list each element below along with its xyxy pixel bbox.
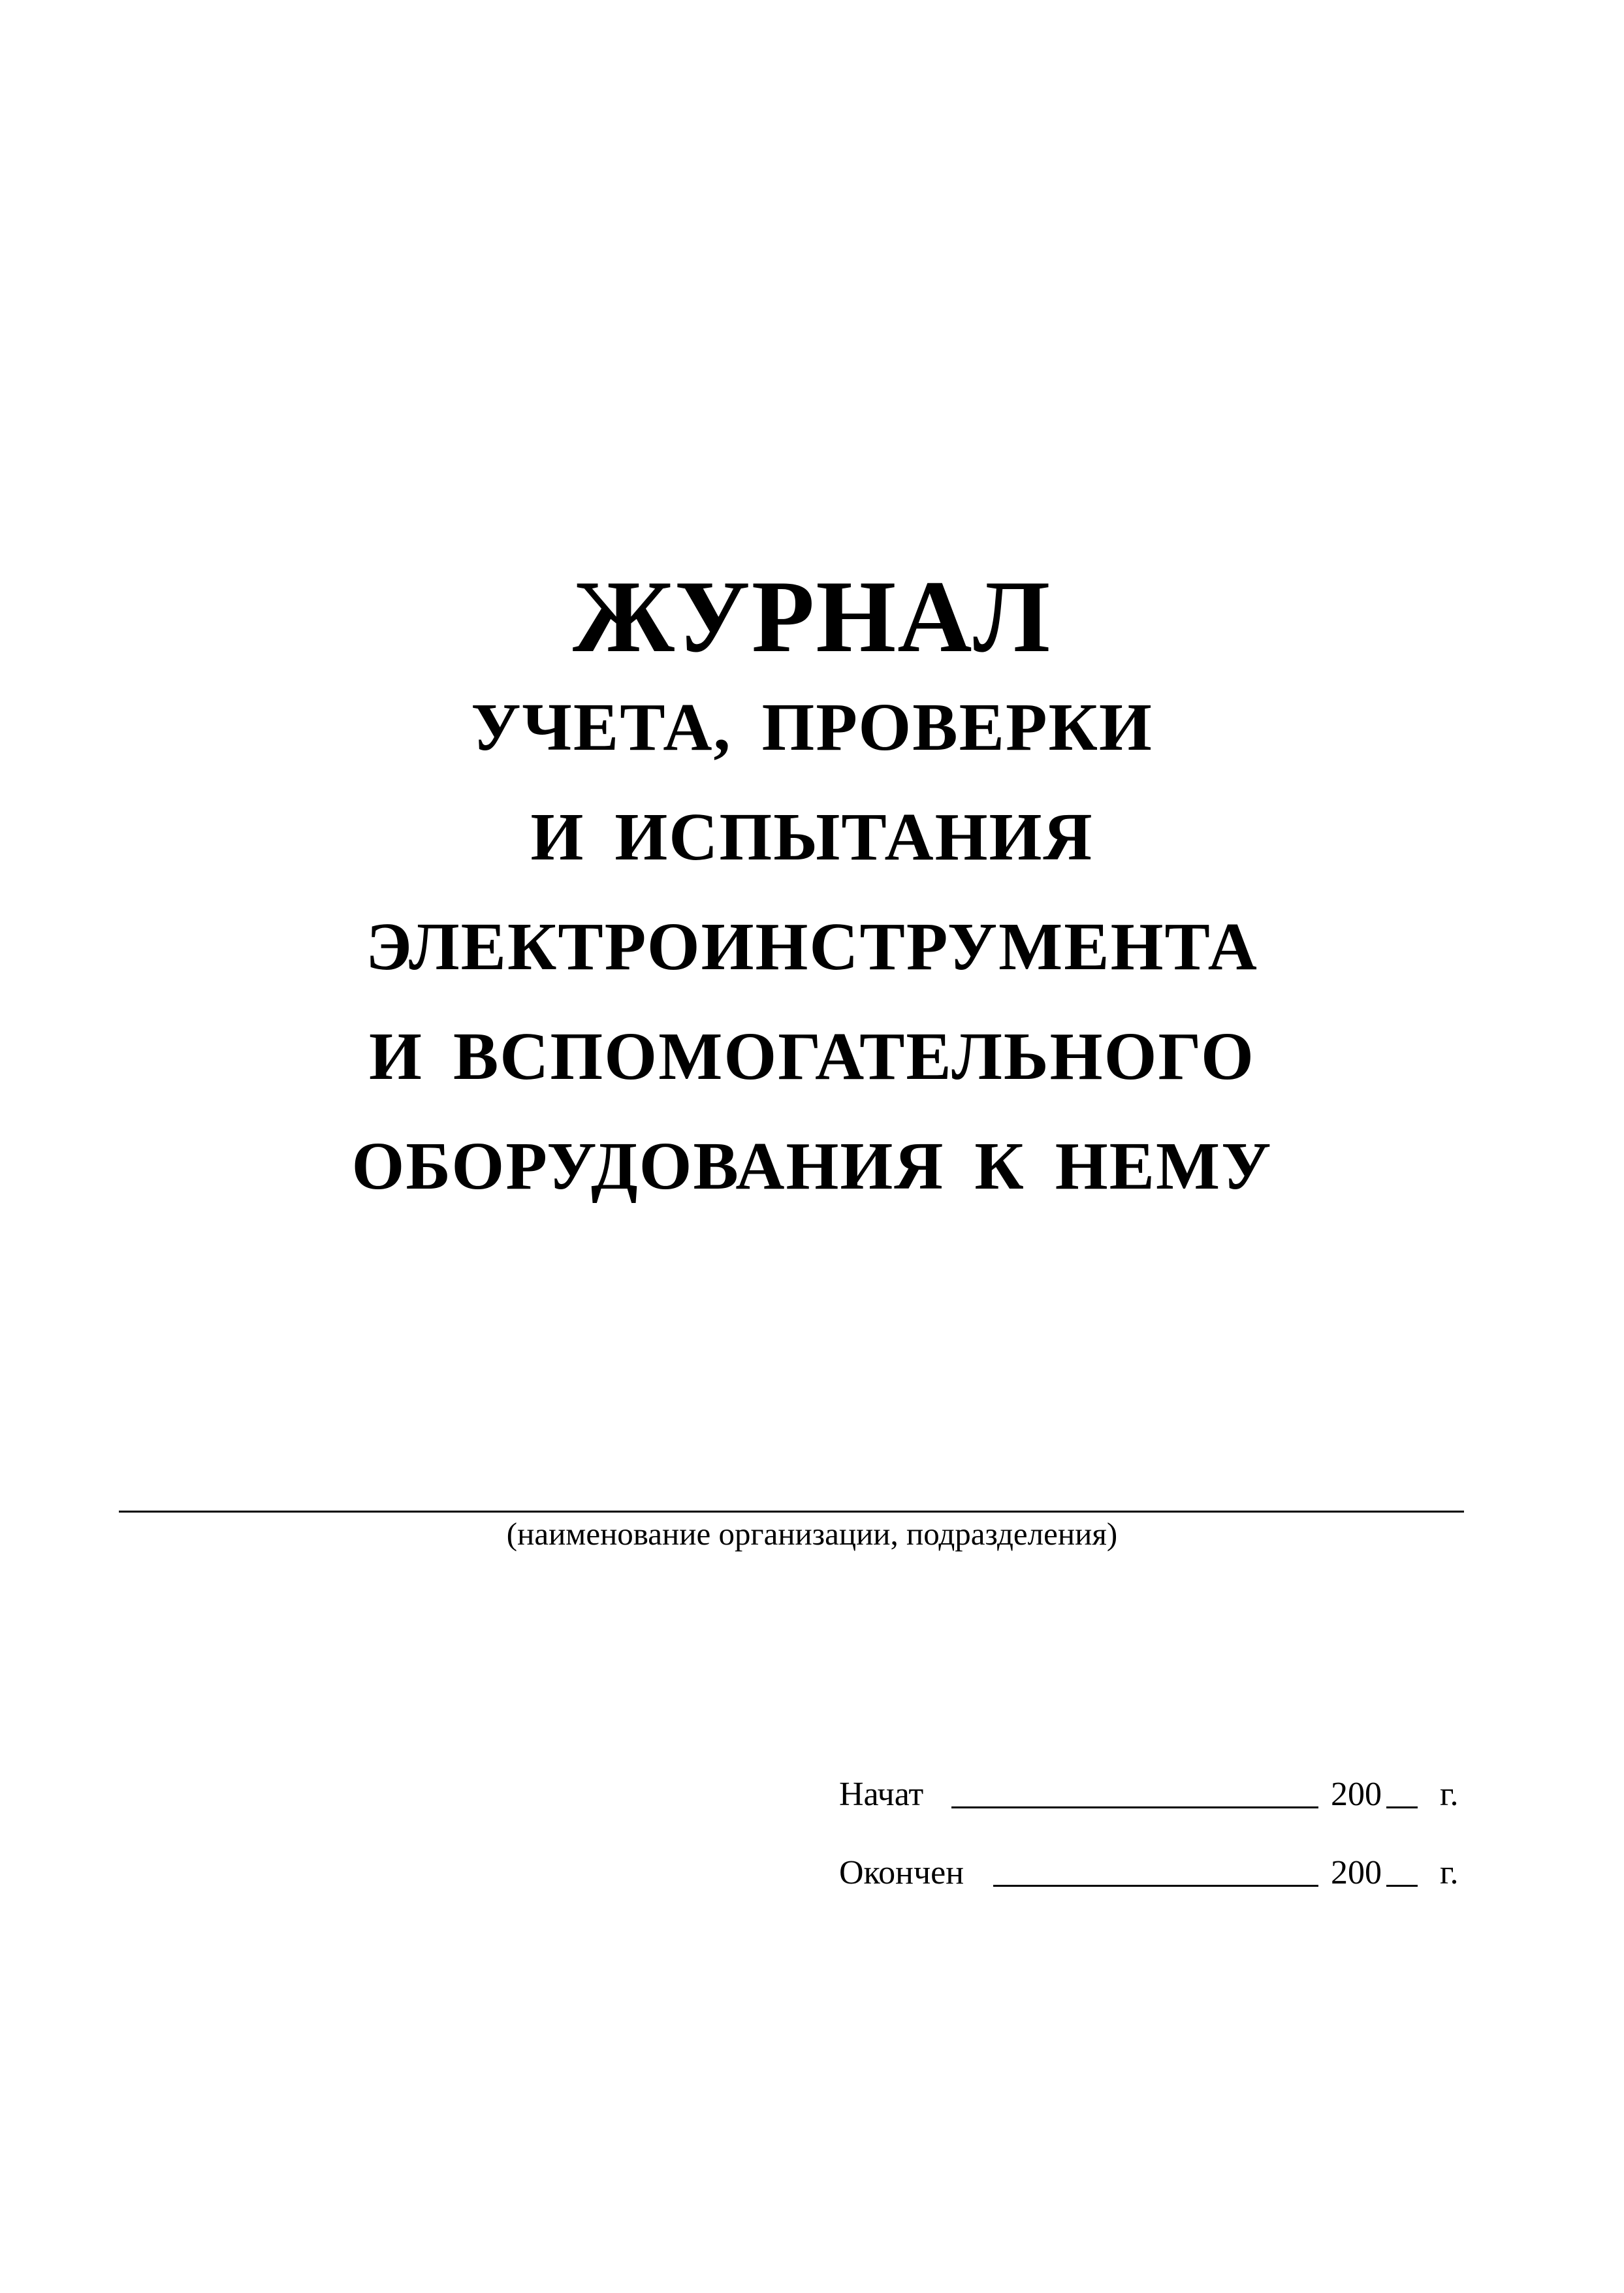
- start-date-row: [839, 1769, 1466, 1821]
- end-year-blank: [1386, 1885, 1418, 1887]
- subtitle-line-3: ЭЛЕКТРОИНСТРУМЕНТА: [366, 909, 1258, 984]
- organization-caption: (наименование организации, подразделения): [506, 1516, 1118, 1552]
- end-date-row: [839, 1847, 1466, 1899]
- journal-title: ЖУРНАЛ: [572, 560, 1052, 674]
- start-date-blank: [951, 1806, 1318, 1808]
- start-year-suffix: г.: [1440, 1776, 1459, 1813]
- subtitle-line-5: ОБОРУДОВАНИЯ К НЕМУ: [351, 1129, 1273, 1204]
- end-year-suffix: г.: [1440, 1854, 1459, 1891]
- start-year-prefix: 200: [1331, 1776, 1382, 1813]
- title-block: [0, 562, 1624, 1221]
- organization-name-line: [119, 1511, 1464, 1513]
- end-year-prefix: 200: [1331, 1854, 1382, 1891]
- end-date-blank: [993, 1885, 1318, 1887]
- subtitle-line-1: УЧЕТА, ПРОВЕРКИ: [471, 690, 1153, 765]
- end-date-label: Окончен: [839, 1854, 964, 1891]
- subtitle-line-4: И ВСПОМОГАТЕЛЬНОГО: [369, 1019, 1255, 1094]
- subtitle-line-2: И ИСПЫТАНИЯ: [530, 799, 1094, 874]
- start-date-label: Начат: [839, 1776, 924, 1813]
- start-year-blank: [1386, 1806, 1418, 1808]
